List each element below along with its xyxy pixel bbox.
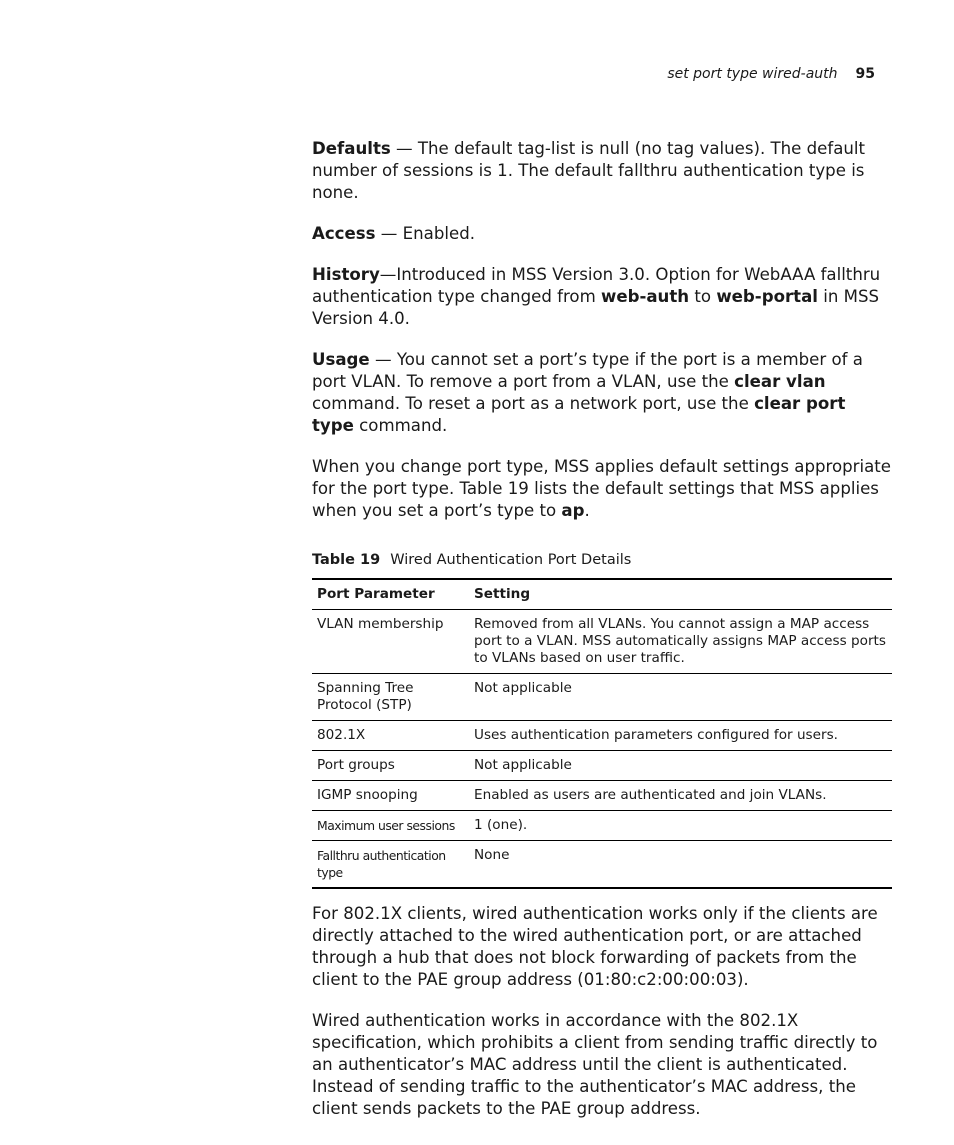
main-content <box>312 138 892 1139</box>
cell-parameter: Maximum user sessions <box>312 811 469 841</box>
usage-text-3: command. <box>353 416 448 435</box>
cell-parameter: Fallthru authentication type <box>312 841 469 889</box>
change-bold-ap: ap <box>561 501 585 520</box>
access-label: Access <box>312 224 376 243</box>
cell-setting: Not applicable <box>469 751 892 781</box>
port-details-table <box>312 578 892 889</box>
history-label: History <box>312 265 380 284</box>
history-text-2: to <box>689 287 717 306</box>
defaults-text: — The default tag-list is null (no tag values). The default number of sessions is 1. The default fallthru authentication type is none. <box>312 139 866 202</box>
change-text-2: . <box>584 501 590 520</box>
table-caption <box>312 552 892 568</box>
table-header-row <box>312 579 892 610</box>
page-header <box>667 66 875 82</box>
table-row <box>312 841 892 889</box>
history-text-3: in MSS Version 4.0. <box>312 287 880 328</box>
table-row <box>312 751 892 781</box>
history-text-1: —Introduced in MSS Version 3.0. Option for WebAAA fallthru authentication type changed from <box>312 265 881 306</box>
cell-parameter: Port groups <box>312 751 469 781</box>
change-text-1: When you change port type, MSS applies default settings appropriate for the port type. Table 19 lists the default settings that MSS applies when you set a port’s type to <box>312 457 891 520</box>
cell-setting: 1 (one). <box>469 811 892 841</box>
spec-paragraph: Wired authentication works in accordance with the 802.1X specification, which prohibits a client from sending traffic directly to an authenticator’s MAC address until the client is authenticated. Instead of sending traffic to the authenticator’s MAC address, the client sends packets to the PAE group address. <box>312 1011 878 1118</box>
table-row <box>312 610 892 674</box>
usage-text-1: — You cannot set a port’s type if the port is a member of a port VLAN. To remove a port from a VLAN, use the <box>312 350 863 391</box>
cell-setting: Uses authentication parameters configured for users. <box>469 721 892 751</box>
defaults-label: Defaults <box>312 139 391 158</box>
change-paragraph <box>312 456 892 522</box>
header-port-parameter: Port Parameter <box>312 579 469 610</box>
usage-bold-clear-vlan: clear vlan <box>734 372 826 391</box>
cell-parameter: 802.1X <box>312 721 469 751</box>
table-row <box>312 811 892 841</box>
page-number: 95 <box>855 66 875 82</box>
table-caption-number: Table 19 <box>312 552 381 568</box>
cell-setting: None <box>469 841 892 889</box>
usage-text-2: command. To reset a port as a network port, use the <box>312 394 755 413</box>
cell-setting: Not applicable <box>469 674 892 721</box>
access-paragraph <box>312 223 892 245</box>
history-bold-web-auth: web-auth <box>601 287 690 306</box>
cell-parameter: IGMP snooping <box>312 781 469 811</box>
running-title: set port type wired-auth <box>667 66 838 82</box>
cell-setting: Removed from all VLANs. You cannot assign a MAP access port to a VLAN. MSS automatically assigns MAP access ports to VLANs based on user traffic. <box>469 610 892 674</box>
history-bold-web-portal: web-portal <box>716 287 818 306</box>
8021x-paragraph: For 802.1X clients, wired authentication works only if the clients are directly attached to the wired authentication port, or are attached through a hub that does not block forwarding of packets from the client to the PAE group address (01:80:c2:00:00:03). <box>312 904 878 989</box>
defaults-paragraph <box>312 138 892 204</box>
usage-label: Usage <box>312 350 370 369</box>
cell-setting: Enabled as users are authenticated and join VLANs. <box>469 781 892 811</box>
usage-bold-clear-port-type: clear port type <box>312 394 846 435</box>
table-caption-title: Wired Authentication Port Details <box>390 552 632 568</box>
access-text: — Enabled. <box>375 224 476 243</box>
usage-paragraph <box>312 349 892 437</box>
history-paragraph <box>312 264 892 330</box>
table-row <box>312 781 892 811</box>
table-row <box>312 721 892 751</box>
table-row <box>312 674 892 721</box>
cell-parameter: VLAN membership <box>312 610 469 674</box>
header-setting: Setting <box>469 579 892 610</box>
cell-parameter: Spanning Tree Protocol (STP) <box>312 674 469 721</box>
